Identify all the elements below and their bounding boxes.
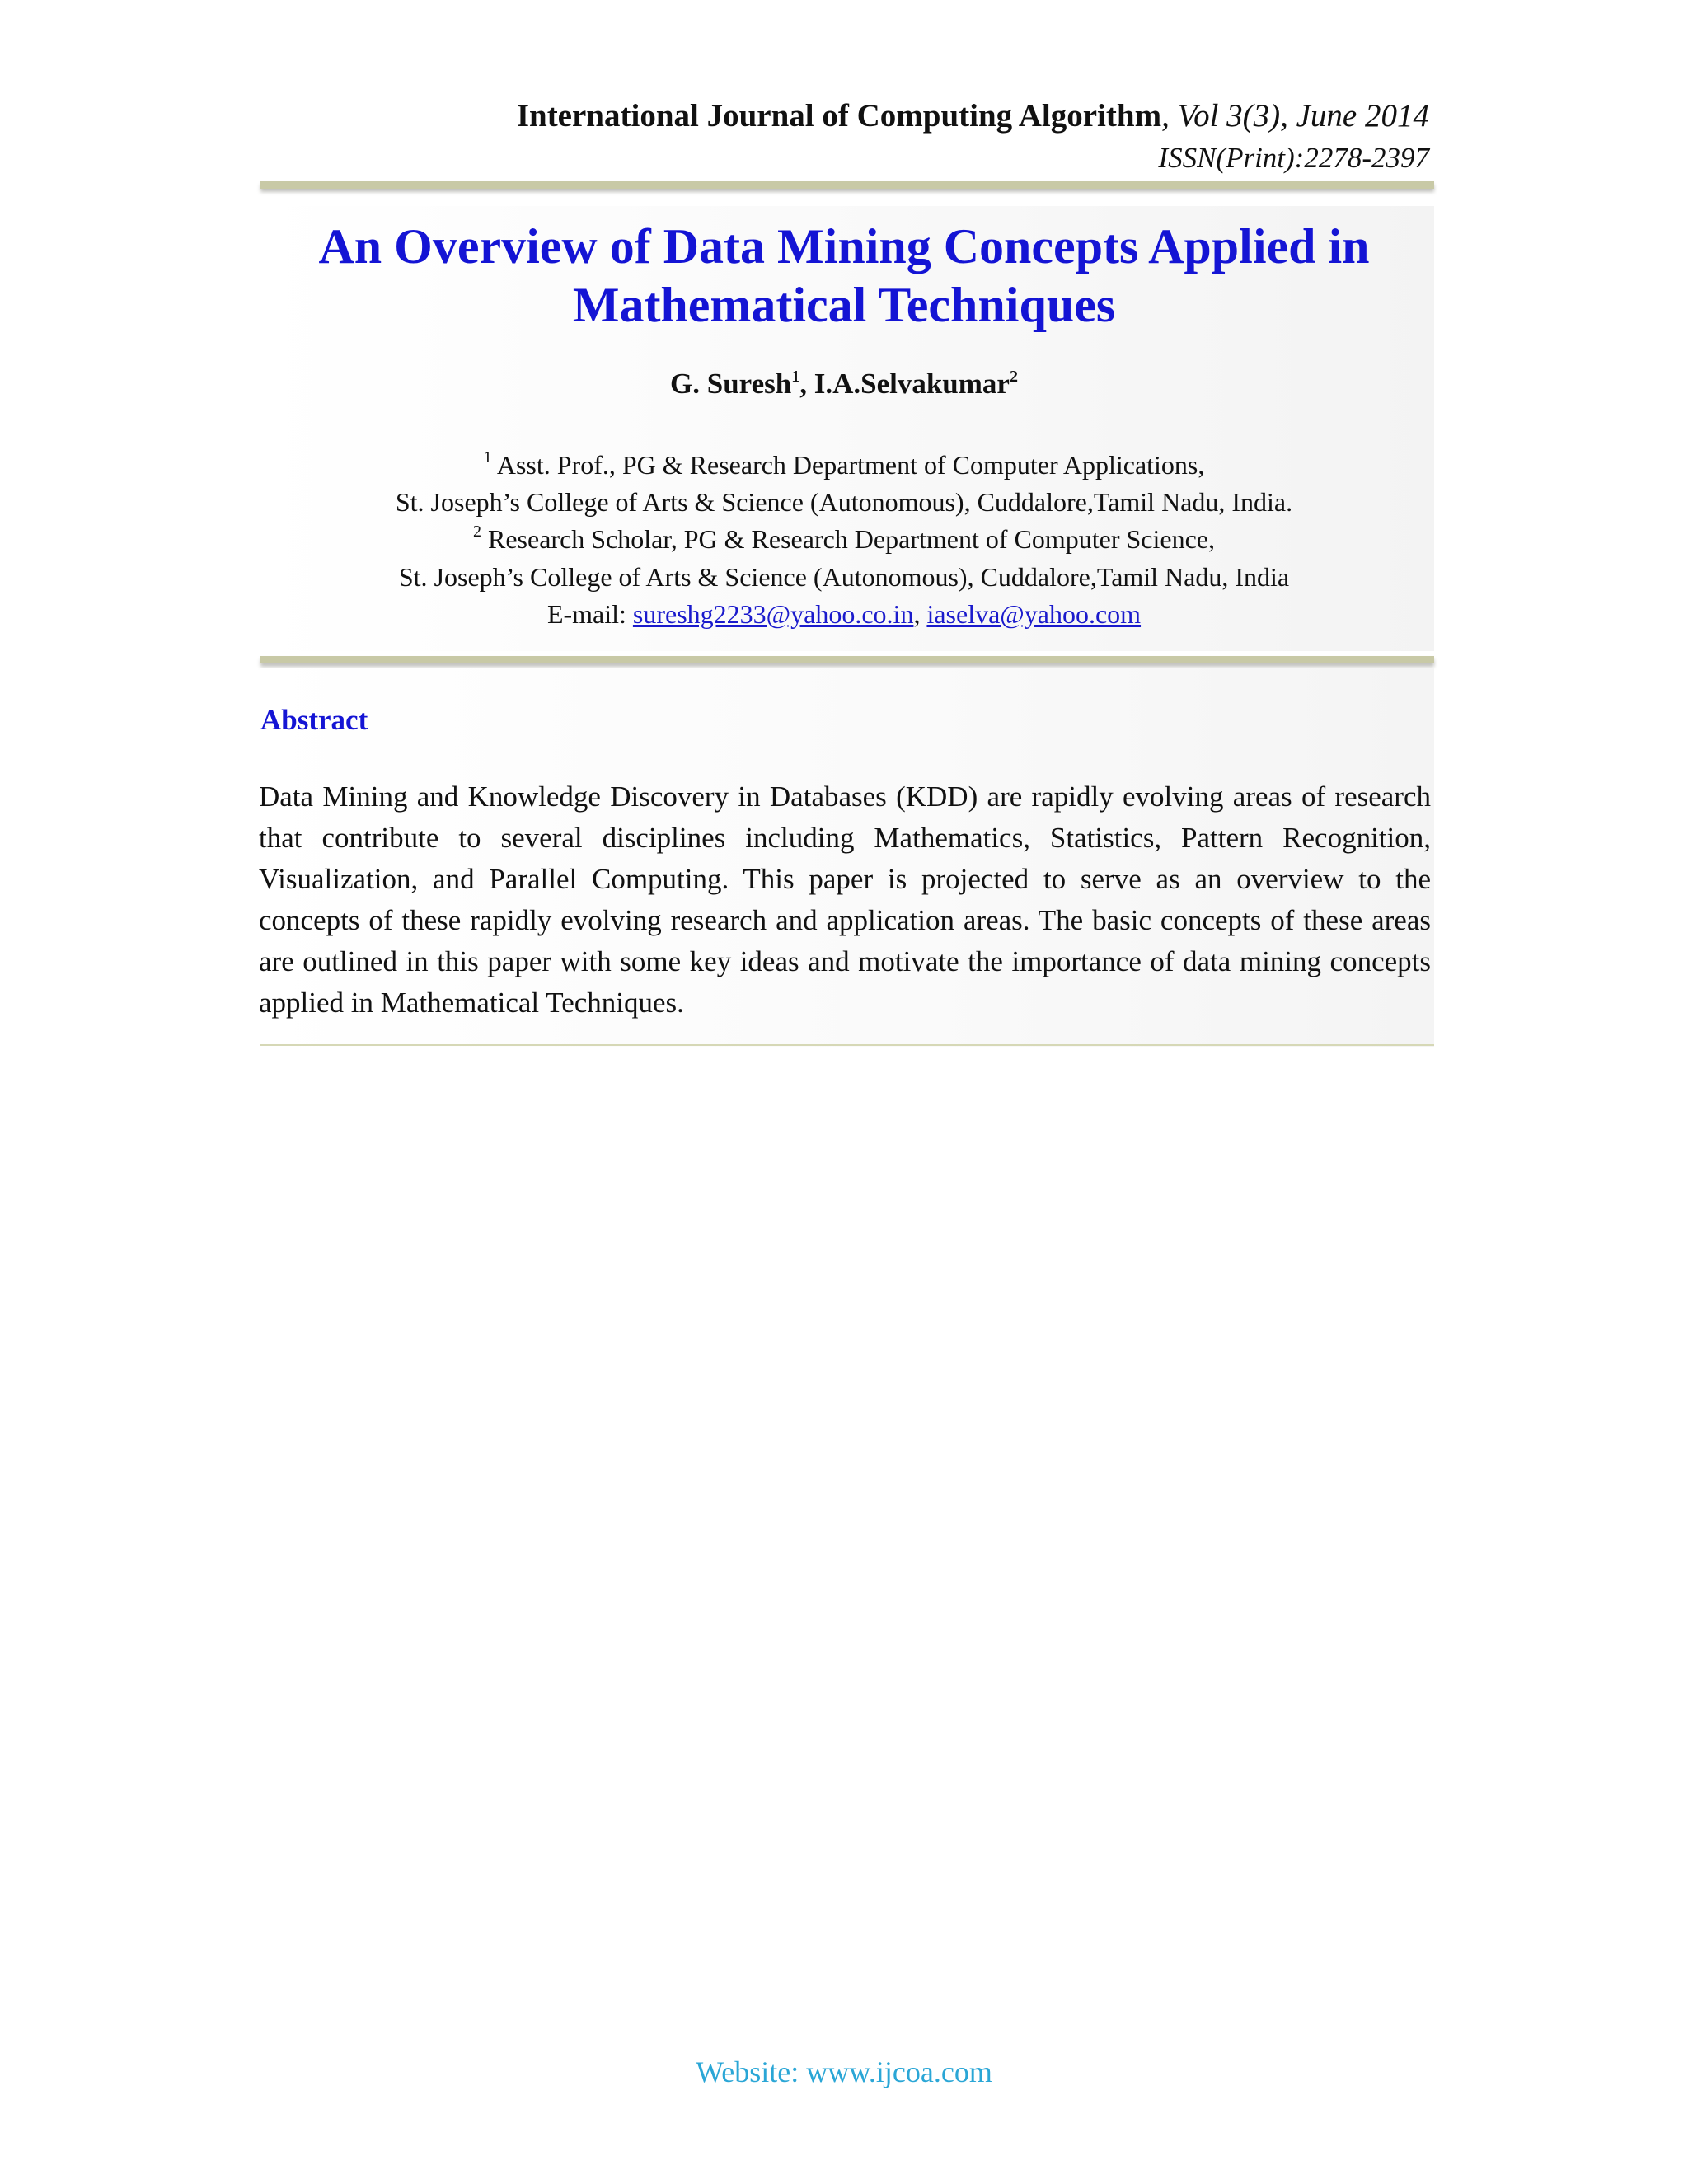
author-name-2: I.A.Selvakumar	[814, 368, 1010, 400]
paper-title-line-2: Mathematical Techniques	[572, 278, 1116, 332]
author-affil-marker-1: 1	[791, 368, 800, 386]
affiliation-1-department: Asst. Prof., PG & Research Department of Computer Applications,	[491, 450, 1205, 480]
journal-header	[259, 95, 1429, 179]
affiliation-1-line-1	[0, 447, 1688, 484]
affiliation-2-department: Research Scholar, PG & Research Department of Computer Science,	[481, 524, 1215, 554]
contact-emails	[0, 596, 1688, 633]
affiliation-2-line-2: St. Joseph’s College of Arts & Science (Autonomous), Cuddalore,Tamil Nadu, India	[398, 562, 1290, 592]
email-link-2[interactable]: iaselva@yahoo.com	[926, 599, 1142, 629]
author-separator: ,	[799, 368, 814, 400]
author-name-1: G. Suresh	[670, 368, 792, 400]
email-separator: ,	[913, 599, 927, 629]
footer-website[interactable]: Website: www.ijcoa.com	[696, 2055, 992, 2088]
issn: ISSN(Print):2278-2397	[1158, 142, 1429, 174]
journal-name: International Journal of Computing Algorithm	[516, 98, 1162, 134]
title-divider	[260, 656, 1434, 663]
abstract-divider	[260, 1044, 1434, 1046]
paper-title	[0, 218, 1688, 335]
paper-title-line-1: An Overview of Data Mining Concepts Applied in	[318, 219, 1370, 274]
author-affil-marker-2: 2	[1009, 368, 1018, 386]
affiliation-2-marker: 2	[473, 523, 481, 541]
abstract-body: Data Mining and Knowledge Discovery in Databases (KDD) are rapidly evolving areas of research that contribute to several disciplines including Mathematics, Statistics, Pattern Recognition, Visualization, and Parallel Computing. This paper is projected to serve as an overview to the concepts of these rapidly evolving research and application areas. The basic concepts of these areas are outlined in this paper with some key ideas and motivate the importance of data mining concepts applied in Mathematical Techniques.	[259, 780, 1431, 1019]
journal-header-line	[259, 95, 1429, 138]
author-list	[0, 364, 1688, 404]
header-divider	[260, 181, 1434, 189]
volume-info: , Vol 3(3), June 2014	[1161, 98, 1429, 134]
affiliation-2-line-1	[0, 521, 1688, 558]
affiliation-1-line-2: St. Joseph’s College of Arts & Science (Autonomous), Cuddalore,Tamil Nadu, India.	[395, 487, 1293, 517]
email-link-1[interactable]: sureshg2233@yahoo.co.in	[632, 599, 914, 629]
abstract-heading: Abstract	[260, 704, 368, 736]
affiliation-1-marker: 1	[483, 448, 492, 466]
email-label: E-mail:	[546, 599, 633, 629]
